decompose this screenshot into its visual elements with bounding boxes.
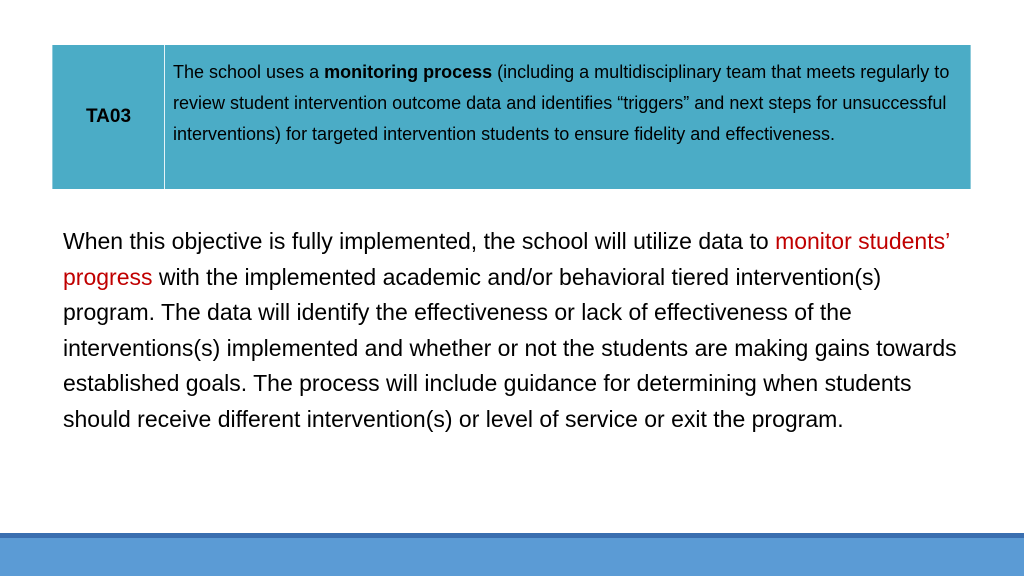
objective-desc-suffix: (including a multidisciplinary team that meets regularly to review student intervention outcome data and identifies “triggers” and next steps for unsuccessful interventions) for targeted intervention students to ensure fidelity and effectiveness. (173, 62, 950, 144)
objective-description (165, 45, 970, 189)
footer-bar (0, 533, 1024, 576)
body-paragraph (63, 224, 963, 437)
body-prefix: When this objective is fully implemented, the school will utilize data to (63, 228, 776, 254)
objective-code-cell (53, 45, 165, 189)
body-suffix: with the implemented academic and/or behavioral tiered intervention(s) program. The data will identify the effectiveness or lack of effectiveness of the interventions(s) implemented and whether or not the students are making gains towards established goals. The process will include guidance for determining when students should receive different intervention(s) or level of service or exit the program. (63, 263, 957, 432)
objective-code: TA03 (85, 106, 132, 127)
body-highlight: monitor students’ progress (63, 228, 950, 290)
objective-desc-bold: monitoring process (324, 62, 493, 82)
objective-desc-prefix: The school uses a (173, 62, 325, 82)
objective-table (52, 45, 971, 189)
